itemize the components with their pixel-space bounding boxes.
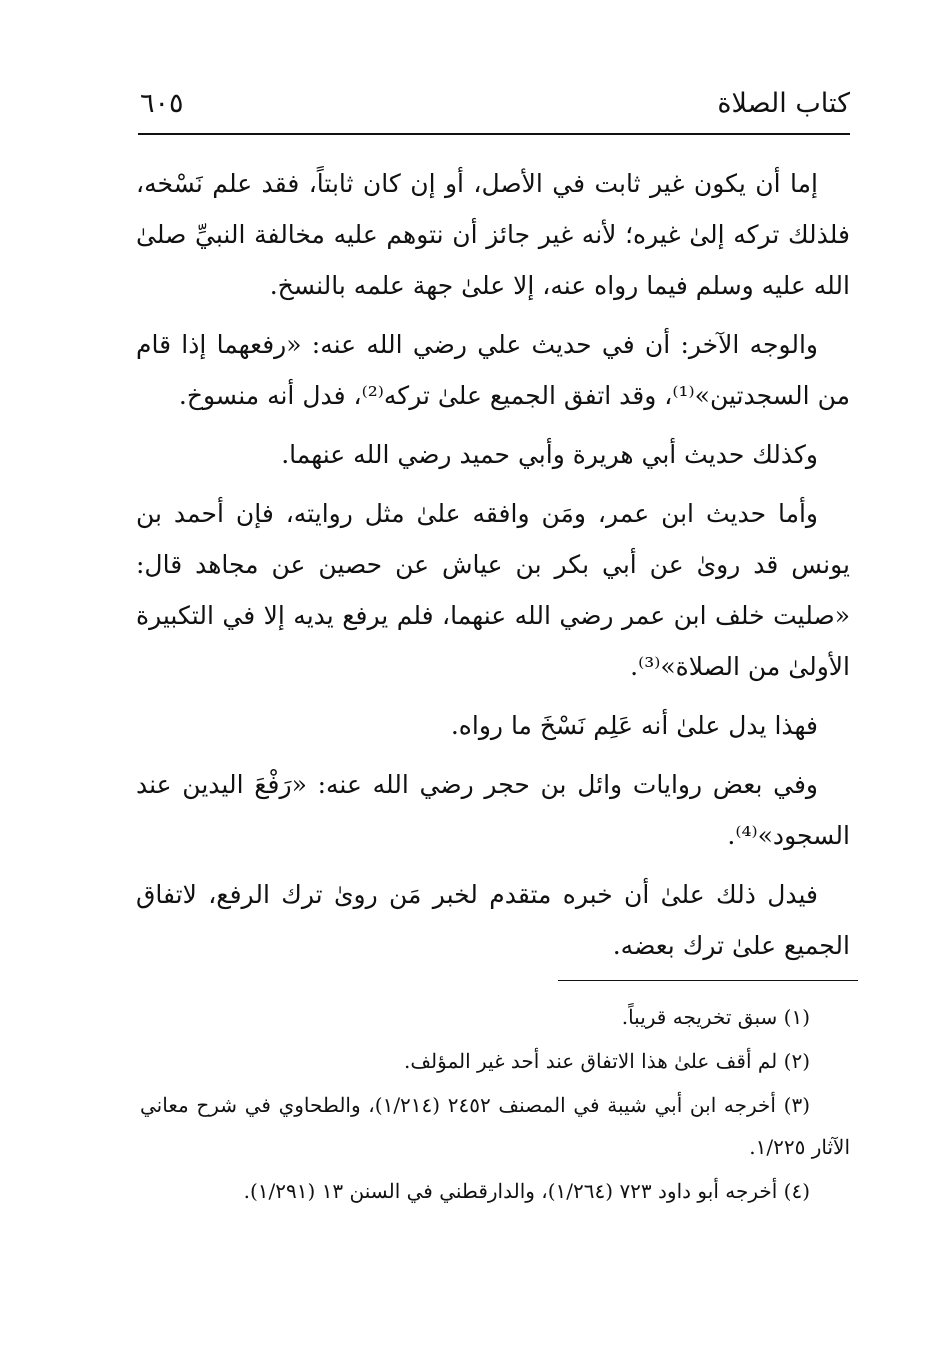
chapter-title: كتاب الصلاة: [717, 88, 850, 119]
paragraph: فهذا يدل علىٰ أنه عَلِم نَسْخَ ما رواه.: [450, 711, 818, 740]
paragraph: فيدل ذلك علىٰ أن خبره متقدم لخبر مَن روىٰ ترك الرفع، لاتفاق الجميع علىٰ ترك بعضه.: [136, 880, 850, 960]
footnotes: [140, 996, 850, 1214]
paragraph: وأما حديث ابن عمر، ومَن وافقه علىٰ مثل روايته، فإن أحمد بن يونس قد روىٰ عن أبي بكر بن عياش عن حصين عن مجاهد قال: «صليت خلف ابن عمر رضي الله عنهما، فلم يرفع يديه إلا في التكبيرة الأولىٰ من الصلاة»⁽³⁾.: [136, 499, 850, 681]
paragraph: والوجه الآخر: أن في حديث علي رضي الله عنه: «رفعهما إذا قام من السجدتين»⁽¹⁾، وقد اتفق الجميع علىٰ تركه⁽²⁾، فدل أنه منسوخ.: [136, 330, 850, 410]
running-header: [132, 88, 850, 128]
footnote-divider: [558, 980, 858, 981]
footnote: (٤) أخرجه أبو داود ٧٢٣ (١/٢٦٤)، والدارقطني في السنن ١٣ (١/٢٩١).: [243, 1179, 810, 1203]
footnote: (١) سبق تخريجه قريباً.: [621, 1005, 810, 1029]
page-number: ٦٠٥: [140, 88, 184, 119]
paragraph: وفي بعض روايات وائل بن حجر رضي الله عنه: «رَفْعَ اليدين عند السجود»⁽⁴⁾.: [136, 770, 850, 850]
header-divider: [138, 133, 850, 135]
footnote: (٣) أخرجه ابن أبي شيبة في المصنف ٢٤٥٢ (١/٢١٤)، والطحاوي في شرح معاني الآثار ١/٢٢٥.: [140, 1093, 850, 1159]
paragraph: إما أن يكون غير ثابت في الأصل، أو إن كان ثابتاً، فقد علم نَسْخه، فلذلك تركه إلىٰ غيره؛ لأنه غير جائز أن نتوهم عليه مخالفة النبيِّ صلىٰ الله عليه وسلم فيما رواه عنه، إلا علىٰ جهة علمه بالنسخ.: [136, 169, 850, 300]
footnote: (٢) لم أقف علىٰ هذا الاتفاق عند أحد غير المؤلف.: [403, 1049, 810, 1073]
paragraph: وكذلك حديث أبي هريرة وأبي حميد رضي الله عنهما.: [281, 440, 818, 469]
main-text: [136, 158, 850, 979]
